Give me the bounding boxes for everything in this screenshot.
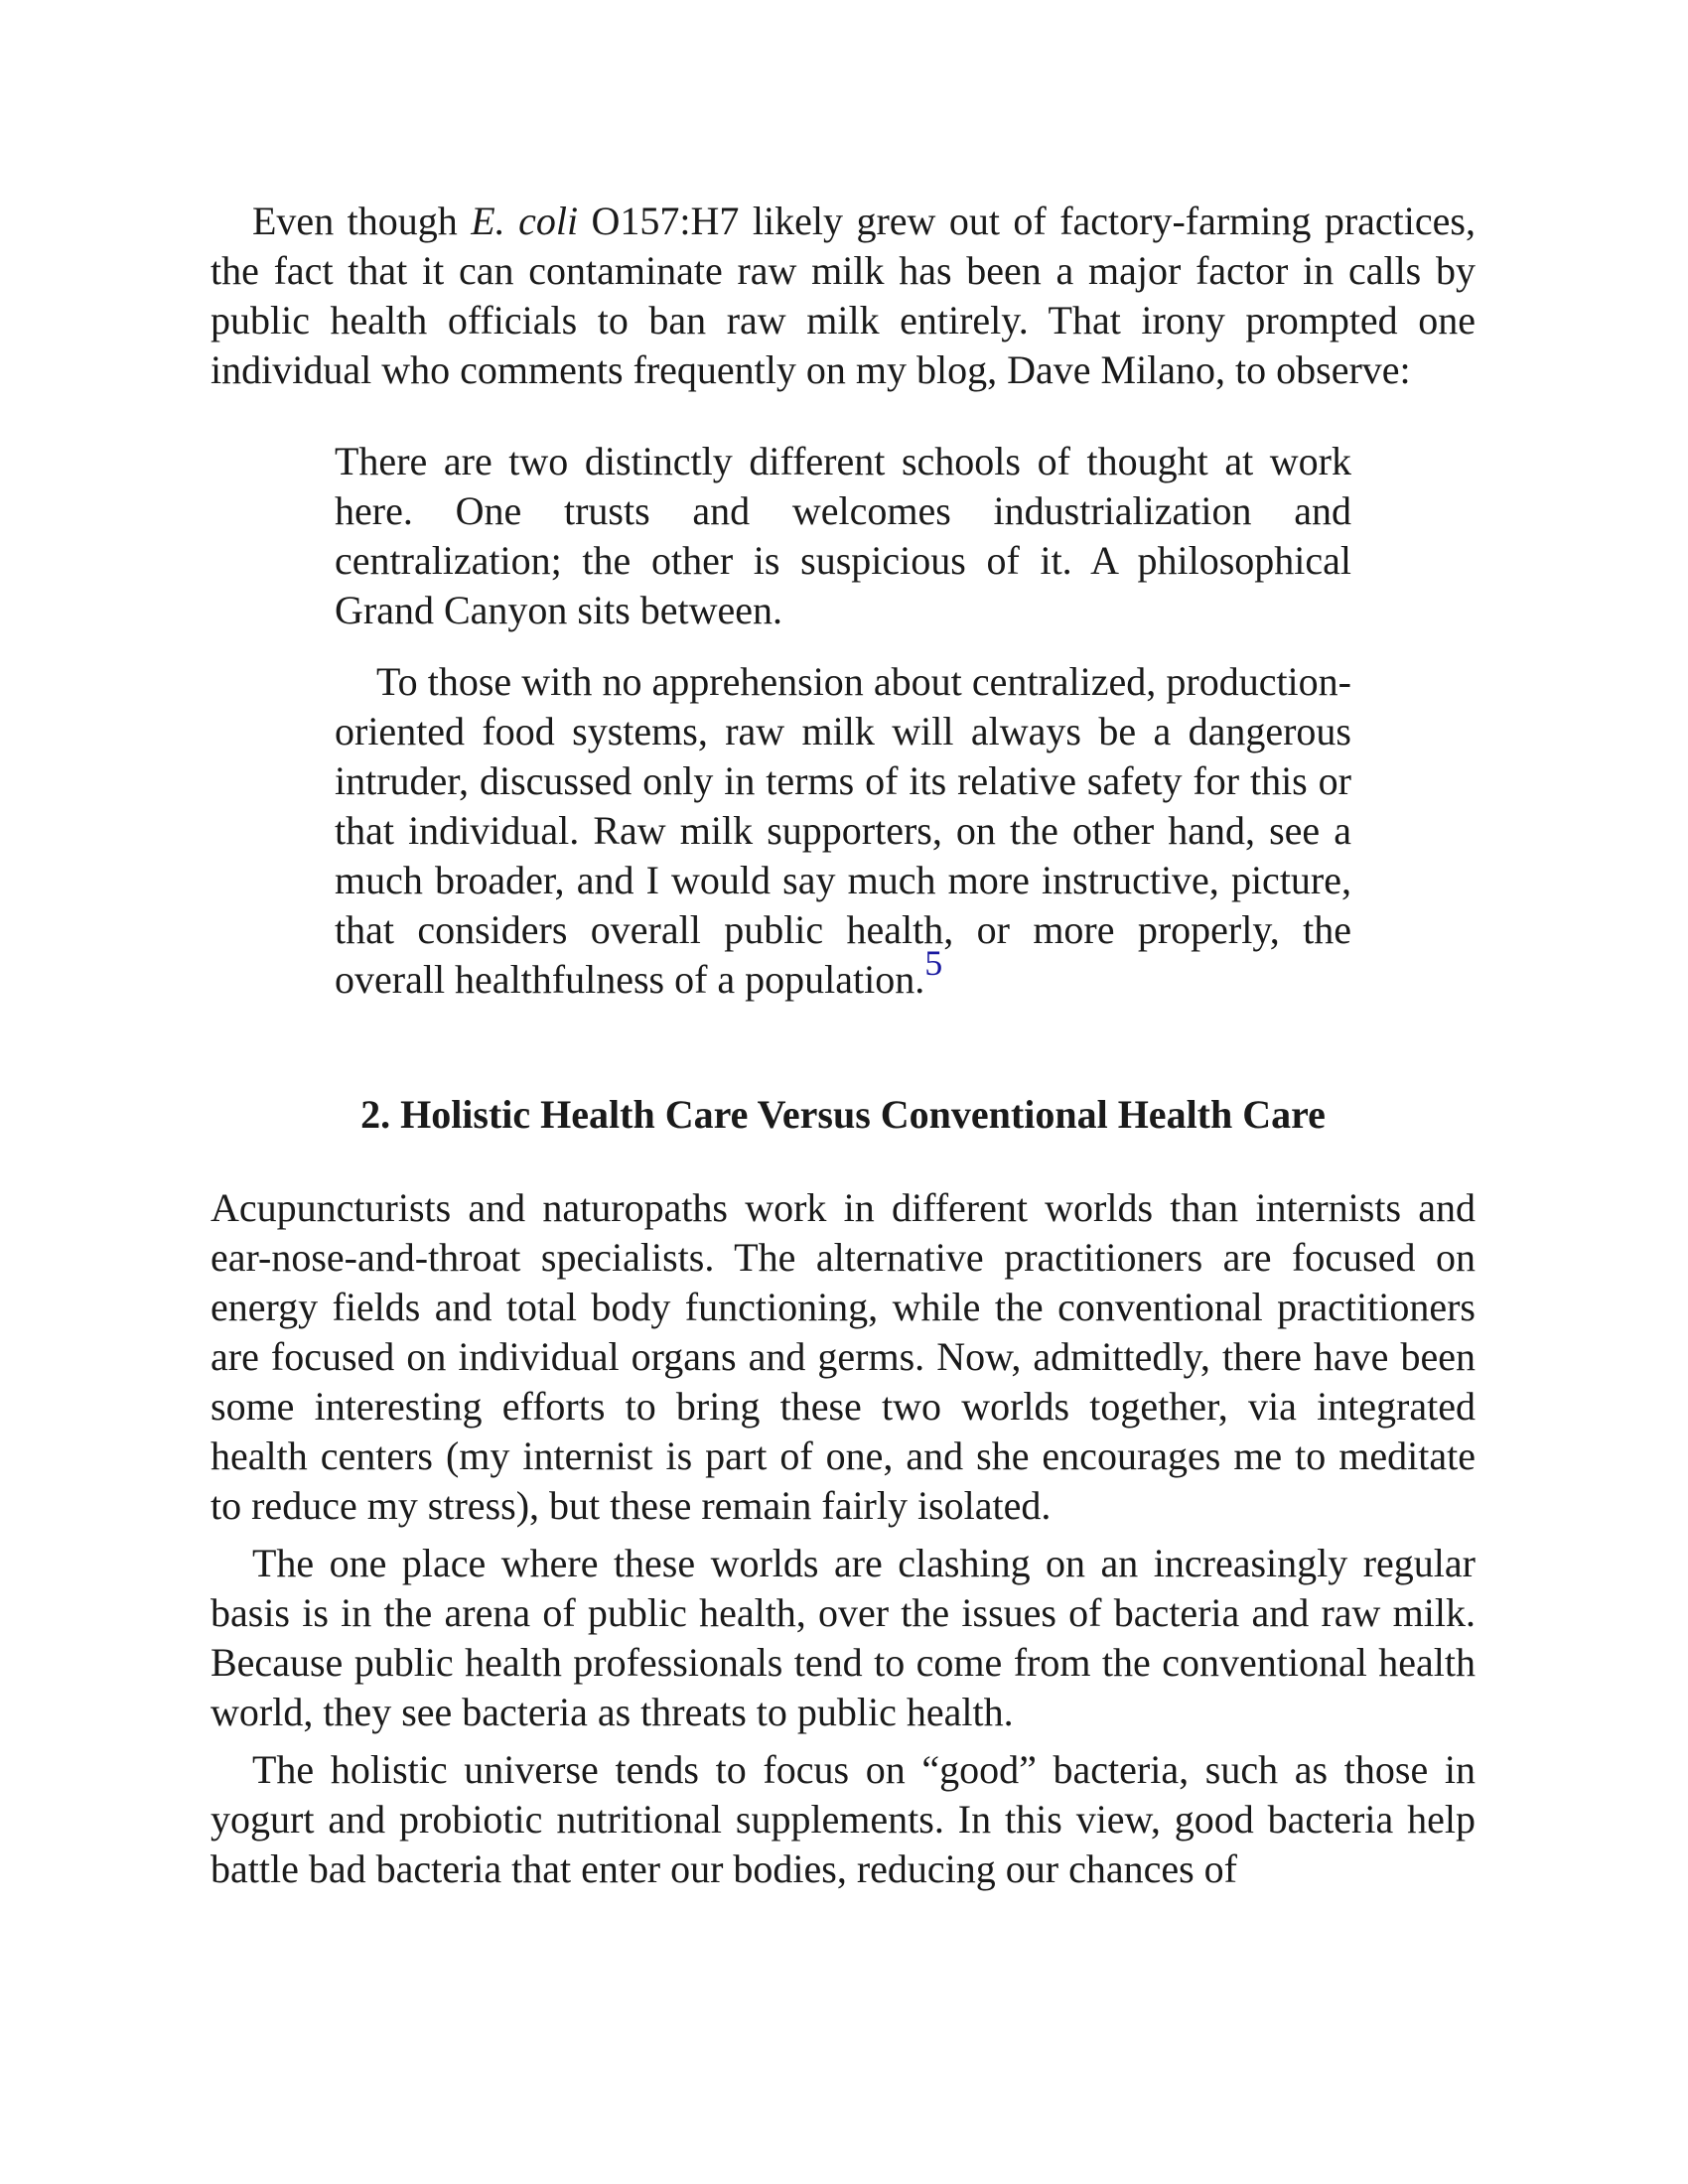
organism-name: E. coli (471, 199, 579, 243)
block-quote (335, 437, 1351, 1005)
opening-paragraph (211, 197, 1476, 395)
section-body (211, 1183, 1476, 1894)
body-paragraph-1: Acupuncturists and naturopaths work in different worlds than internists and ear-nose-and-throat specialists. The alternative practitioners are focused on energy fields and total body functioning, while the conventional practitioners are focused on individual organs and germs. Now, admittedly, there have been some interesting efforts to bring these two worlds together, via integrated health centers (my internist is part of one, and she encourages me to meditate to reduce my stress), but these remain fairly isolated. (211, 1185, 1476, 1528)
footnote-reference[interactable]: 5 (924, 943, 943, 983)
document-page (211, 197, 1476, 1902)
quote-paragraph-2 (335, 657, 1351, 1005)
body-paragraph-3: The holistic universe tends to focus on “good” bacteria, such as those in yogurt and probiotic nutritional supplements. In this view, good bacteria help battle bad bacteria that enter our bodies, reducing our chances of (211, 1747, 1476, 1891)
quote-paragraph-2-text: To those with no apprehension about centralized, production-oriented food systems, raw milk will always be a dangerous intruder, discussed only in terms of its relative safety for this or that individual. Raw milk supporters, on the other hand, see a much broader, and I would say much more instructive, picture, that considers overall public health, or more properly, the overall healthfulness of a population. (335, 659, 1351, 1002)
section-heading: 2. Holistic Health Care Versus Conventional Health Care (360, 1092, 1326, 1137)
quote-paragraph-1: There are two distinctly different schools of thought at work here. One trusts and welcomes industrialization and centralization; the other is suspicious of it. A philosophical Grand Canyon sits between. (335, 439, 1351, 632)
opening-text-start: Even though (252, 199, 472, 243)
opening-text-rest: O157:H7 likely grew out of factory-farming practices, the fact that it can contaminate raw milk has been a major factor in calls by public health officials to ban raw milk entirely. That irony prompted one individual who comments frequently on my blog, Dave Milano, to observe: (211, 199, 1476, 392)
body-paragraph-2: The one place where these worlds are clashing on an increasingly regular basis is in the arena of public health, over the issues of bacteria and raw milk. Because public health professionals tend to come from the conventional health world, they see bacteria as threats to public health. (211, 1541, 1476, 1734)
